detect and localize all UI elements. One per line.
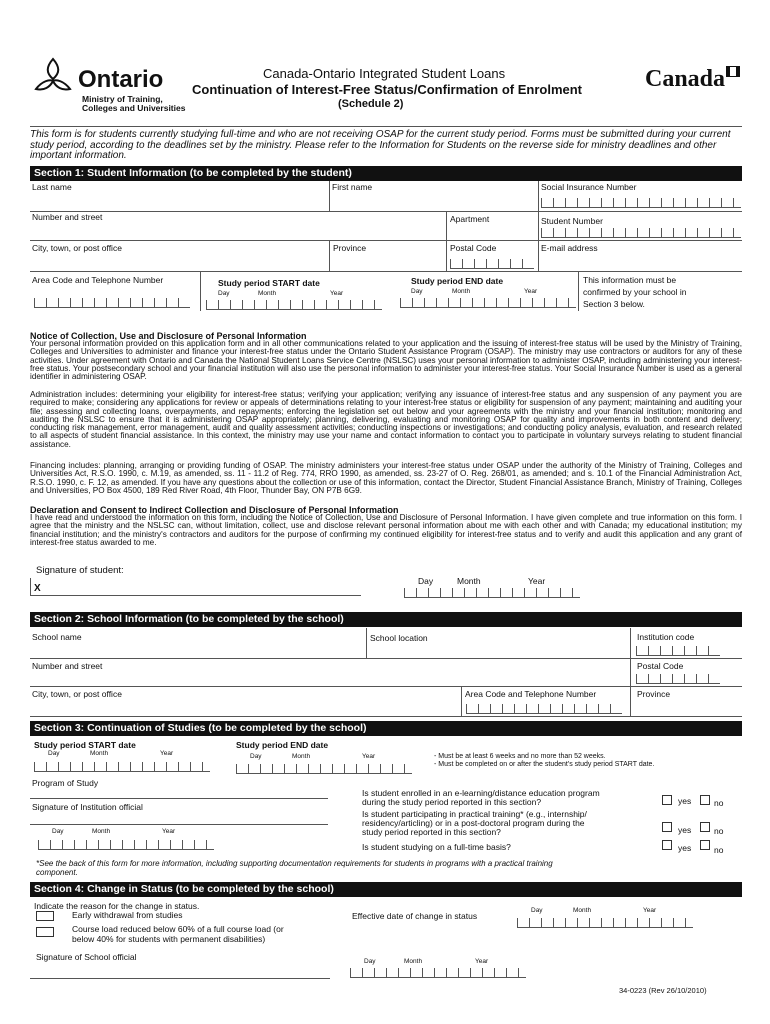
s1-start-month: Month	[258, 290, 277, 297]
s2-phone-label: Area Code and Telephone Number	[465, 689, 597, 699]
rule-duration: - Must be at least 6 weeks and no more than 52 weeks.	[434, 753, 606, 760]
q-fulltime: Is student studying on a full-time basis?	[362, 842, 511, 852]
s2-postal-field[interactable]	[636, 674, 720, 684]
last-name-label: Last name	[32, 182, 72, 192]
s1-end-day: Day	[411, 288, 423, 295]
s3-sig-date-field[interactable]	[38, 840, 214, 850]
effective-date-field[interactable]	[517, 918, 693, 928]
institution-code-label: Institution code	[637, 632, 695, 642]
institution-signature-field[interactable]	[30, 812, 328, 825]
divider	[366, 628, 367, 658]
email-label: E-mail address	[541, 243, 598, 253]
street-field[interactable]	[32, 222, 442, 238]
s1-start-date-field[interactable]	[206, 300, 382, 310]
student-signature-label: Signature of student:	[36, 565, 124, 576]
s4-eff-year: Year	[643, 907, 657, 914]
sig-day-label: Day	[418, 576, 434, 586]
notice-para-2: Administration includes: determining your eligibility for interest-free status; verifying your application; verifying any issuance of interest-free status and any suspension of any payment you are required to make; considering any applications for review or appeals of determinations relating to your interest-free status or eligibility for suspension of any payment; maintaining and auditing your file; assessing and collecting loans, overpayments, and repayments; enforcing the legislation set out below and your agreements with the ministry and your financial institution; monitoring and auditing the NSLSC to ensure that it is administering OSAP appropriately; planning, delivering, evaluating and monitoring OSAP for quality and improvements in both content and delivery; conducting risk management, error management, audit and quality assessment activities; conducting inspections or investigations; and conducting policy analysis, evaluation, and research related to all aspects of student financial assistance. In this context, the ministry may use your name and contact information to contact you to participate in voluntary surveys relating to student financial assistance.	[30, 390, 742, 449]
school-location-field[interactable]	[370, 643, 626, 657]
s3-end-day: Day	[250, 753, 262, 760]
course-load-label-2: below 40% for students with permanent disabilities)	[72, 934, 266, 944]
course-load-checkbox[interactable]	[36, 927, 54, 937]
divider	[30, 240, 742, 241]
divider	[578, 271, 579, 311]
intro-text: This form is for students currently studying full-time and who are not receiving OSAP for the current study period. Forms must be submitted during your current study period, according to the deadlines set by the ministry. Please refer to the Information for Students on the reverse side for ministry deadlines and other important information.	[30, 129, 731, 161]
first-name-label: First name	[332, 182, 373, 192]
s3-sig-month: Month	[92, 828, 111, 835]
q-elearning-no-label: no	[714, 798, 724, 808]
city-field[interactable]	[32, 254, 326, 270]
ontario-trillium-logo	[30, 55, 76, 101]
effective-date-label: Effective date of change in status	[352, 911, 478, 921]
divider	[329, 240, 330, 271]
q-elearning-yes-label: yes	[678, 796, 692, 806]
divider	[461, 686, 462, 716]
email-field[interactable]	[541, 254, 741, 270]
s1-start-label: Study period START date	[218, 278, 320, 288]
divider	[630, 658, 631, 686]
s2-province-label: Province	[637, 689, 671, 699]
s3-start-label: Study period START date	[34, 740, 136, 750]
section4-header: Section 4: Change in Status (to be completed by the school)	[30, 882, 742, 897]
s1-end-month: Month	[452, 288, 471, 295]
school-name-label: School name	[32, 632, 82, 642]
s3-start-month: Month	[90, 750, 109, 757]
s3-end-date-field[interactable]	[236, 764, 412, 774]
divider	[329, 181, 330, 211]
declaration-heading: Declaration and Consent to Indirect Collection and Disclosure of Personal Information	[30, 505, 399, 515]
s1-end-date-field[interactable]	[400, 298, 576, 308]
sig-month-label: Month	[457, 576, 481, 586]
section2-header: Section 2: School Information (to be completed by the school)	[30, 612, 742, 627]
divider	[630, 686, 631, 716]
q-fulltime-no-label: no	[714, 845, 724, 855]
s4-sig-day: Day	[364, 958, 376, 965]
s1-end-year: Year	[524, 288, 538, 295]
phone-field[interactable]	[34, 298, 190, 308]
notice-heading: Notice of Collection, Use and Disclosure of Personal Information	[30, 331, 307, 341]
sig-date-field[interactable]	[404, 588, 580, 598]
q-practical-no-checkbox[interactable]	[700, 822, 710, 832]
divider	[30, 686, 742, 687]
s2-street-field[interactable]	[32, 672, 626, 685]
s4-sig-date-field[interactable]	[350, 968, 526, 978]
s3-end-month: Month	[292, 753, 311, 760]
province-field[interactable]	[332, 254, 442, 270]
q-fulltime-no-checkbox[interactable]	[700, 840, 710, 850]
notice-para-3: Financing includes: planning, arranging or providing funding of OSAP. The ministry administers your interest-free status under OSAP under the authority of the Ministry of Training, Colleges and Universities Act, R.S.O. 1990, c. M.19, as amended, ss. 11 - 11.2 of Reg. 774, RRO 1990, as amended, ss. 23-27 of O. Reg. 268/01, as amended; and s. 10.1 of the Financial Administration Act, R.S.O. 1990, c. F. 12, as amended. If you have any questions about the collection or use of this information, contact the Director, Student Financial Assistance Branch, Ministry of Training, Colleges and Universities, PO Box 4500, 189 Red River Road, 4th Floor, Thunder Bay, ON P7B 6G9.	[30, 461, 742, 495]
divider	[200, 271, 201, 311]
section1-header: Section 1: Student Information (to be completed by the student)	[30, 166, 742, 181]
s3-sig-day: Day	[52, 828, 64, 835]
q-elearning-no-checkbox[interactable]	[700, 795, 710, 805]
q-practical-yes-checkbox[interactable]	[662, 822, 672, 832]
canada-wordmark: Canada	[645, 66, 726, 92]
footnote-line1: *See the back of this form for more information, including supporting documentation requirements for students in programs with a practical training	[36, 859, 553, 868]
divider	[538, 211, 539, 271]
q-practical-yes-label: yes	[678, 825, 692, 835]
q-fulltime-yes-label: yes	[678, 843, 692, 853]
divider	[630, 628, 631, 658]
sig-year-label: Year	[528, 576, 546, 586]
confirm-note-3: Section 3 below.	[583, 299, 645, 309]
sin-field[interactable]	[541, 198, 741, 208]
early-withdrawal-label: Early withdrawal from studies	[72, 910, 183, 920]
s2-province-field[interactable]	[636, 700, 740, 715]
confirm-note-2: confirmed by your school in	[583, 287, 687, 297]
s2-phone-field[interactable]	[466, 704, 622, 714]
q-practical-line1: Is student participating in practical training* (e.g., internship/	[362, 809, 587, 819]
declaration-text: I have read and understood the information on this form, including the Notice of Collection, Use and Disclosure of Personal Information. I have given complete and true information on this form. I agree that the ministry and the NSLSC can, without limitation, collect, use and disclose relevant personal information about me with each other and with Canada; my educational institution; my financial institution; and the ministry's contractors and auditors for the purpose of confirming my continued eligibility for interest-free status and to verify and audit this application and any grant of interest-free status awarded to me.	[30, 513, 742, 547]
q-practical-no-label: no	[714, 826, 724, 836]
footnote-line2: component.	[36, 868, 78, 877]
school-location-label: School location	[370, 633, 428, 643]
postal-code-field[interactable]	[450, 259, 534, 269]
program-label: Program of Study	[32, 778, 99, 788]
s1-start-day: Day	[218, 290, 230, 297]
canada-flag-icon	[726, 66, 740, 77]
school-name-field[interactable]	[32, 643, 362, 657]
s1-start-year: Year	[330, 290, 344, 297]
s4-eff-day: Day	[531, 907, 543, 914]
course-load-label-1: Course load reduced below 60% of a full course load (or	[72, 924, 284, 934]
s4-sig-month: Month	[404, 958, 423, 965]
apartment-label: Apartment	[450, 214, 490, 224]
postal-code-label: Postal Code	[450, 243, 497, 253]
q-elearning-line2: during the study period reported in this section?	[362, 797, 542, 807]
s4-sig-year: Year	[475, 958, 489, 965]
confirm-note-1: This information must be	[583, 275, 677, 285]
divider	[30, 271, 742, 272]
q-practical-line2: residency/articling) or in a post-doctoral program during the	[362, 818, 585, 828]
school-official-signature-label: Signature of School official	[36, 952, 137, 962]
rule-after-start: - Must be completed on or after the student's study period START date.	[434, 761, 655, 768]
divider	[446, 211, 447, 271]
form-title: Canada-Ontario Integrated Student Loans	[263, 66, 506, 81]
s3-sig-year: Year	[162, 828, 176, 835]
q-elearning-yes-checkbox[interactable]	[662, 795, 672, 805]
s1-end-label: Study period END date	[411, 276, 504, 286]
s3-start-date-field[interactable]	[34, 762, 210, 772]
q-practical-line3: study period reported in this section?	[362, 827, 501, 837]
header-rule	[30, 126, 742, 127]
ministry-line-2: Colleges and Universities	[82, 103, 186, 113]
student-signature-field[interactable]	[30, 578, 361, 596]
school-official-signature-field[interactable]	[30, 964, 330, 979]
street-label: Number and street	[32, 212, 103, 222]
indicate-reason-label: Indicate the reason for the change in status.	[34, 901, 200, 911]
institution-signature-label: Signature of Institution official	[32, 802, 143, 812]
s2-street-label: Number and street	[32, 661, 103, 671]
form-subtitle: Continuation of Interest-Free Status/Confirmation of Enrolment	[192, 82, 582, 97]
s2-city-label: City, town, or post office	[32, 689, 122, 699]
program-field[interactable]	[30, 788, 328, 799]
notice-para-1: Your personal information provided on this application form and in all other communications related to your application and the issuing of interest-free status will be used by the Ministry of Training, Colleges and Universities to administer and finance your interest-free status under the Ontario Student Assistance Program (OSAP). The ministry may use contractors or auditors for any of these activities. Under agreement with Ontario and Canada the National Student Loans Service Centre (NSLSC) uses your personal information to administer OSAP, including administering your interest-free status. Your postsecondary school and your financial institution will also use the personal information to administer your interest-free status. Your Social Insurance Number is used as a general identifier in administering OSAP.	[30, 339, 742, 382]
phone-label: Area Code and Telephone Number	[32, 275, 164, 285]
divider	[538, 181, 539, 211]
sin-label: Social Insurance Number	[541, 182, 637, 192]
divider	[30, 658, 742, 659]
ontario-wordmark: Ontario	[78, 66, 164, 93]
section3-header: Section 3: Continuation of Studies (to be completed by the school)	[30, 721, 742, 736]
s3-start-day: Day	[48, 750, 60, 757]
student-number-field[interactable]	[541, 228, 741, 238]
institution-code-field[interactable]	[636, 646, 720, 656]
province-label: Province	[333, 243, 367, 253]
last-name-field[interactable]	[32, 193, 326, 210]
s2-postal-label: Postal Code	[637, 661, 684, 671]
signature-x-mark: X	[34, 583, 41, 594]
form-number: 34-0223 (Rev 26/10/2010)	[619, 986, 707, 995]
divider	[30, 716, 742, 717]
s3-start-year: Year	[160, 750, 174, 757]
ministry-line-1: Ministry of Training,	[82, 94, 163, 104]
q-elearning-line1: Is student enrolled in an e-learning/distance education program	[362, 788, 600, 798]
s3-end-year: Year	[362, 753, 376, 760]
first-name-field[interactable]	[332, 193, 536, 210]
city-label: City, town, or post office	[32, 243, 122, 253]
s4-eff-month: Month	[573, 907, 592, 914]
s3-end-label: Study period END date	[236, 740, 329, 750]
schedule-label: (Schedule 2)	[338, 98, 404, 110]
q-fulltime-yes-checkbox[interactable]	[662, 840, 672, 850]
student-number-label: Student Number	[541, 216, 603, 226]
divider	[30, 211, 742, 212]
early-withdrawal-checkbox[interactable]	[36, 911, 54, 921]
s2-city-field[interactable]	[32, 700, 457, 715]
